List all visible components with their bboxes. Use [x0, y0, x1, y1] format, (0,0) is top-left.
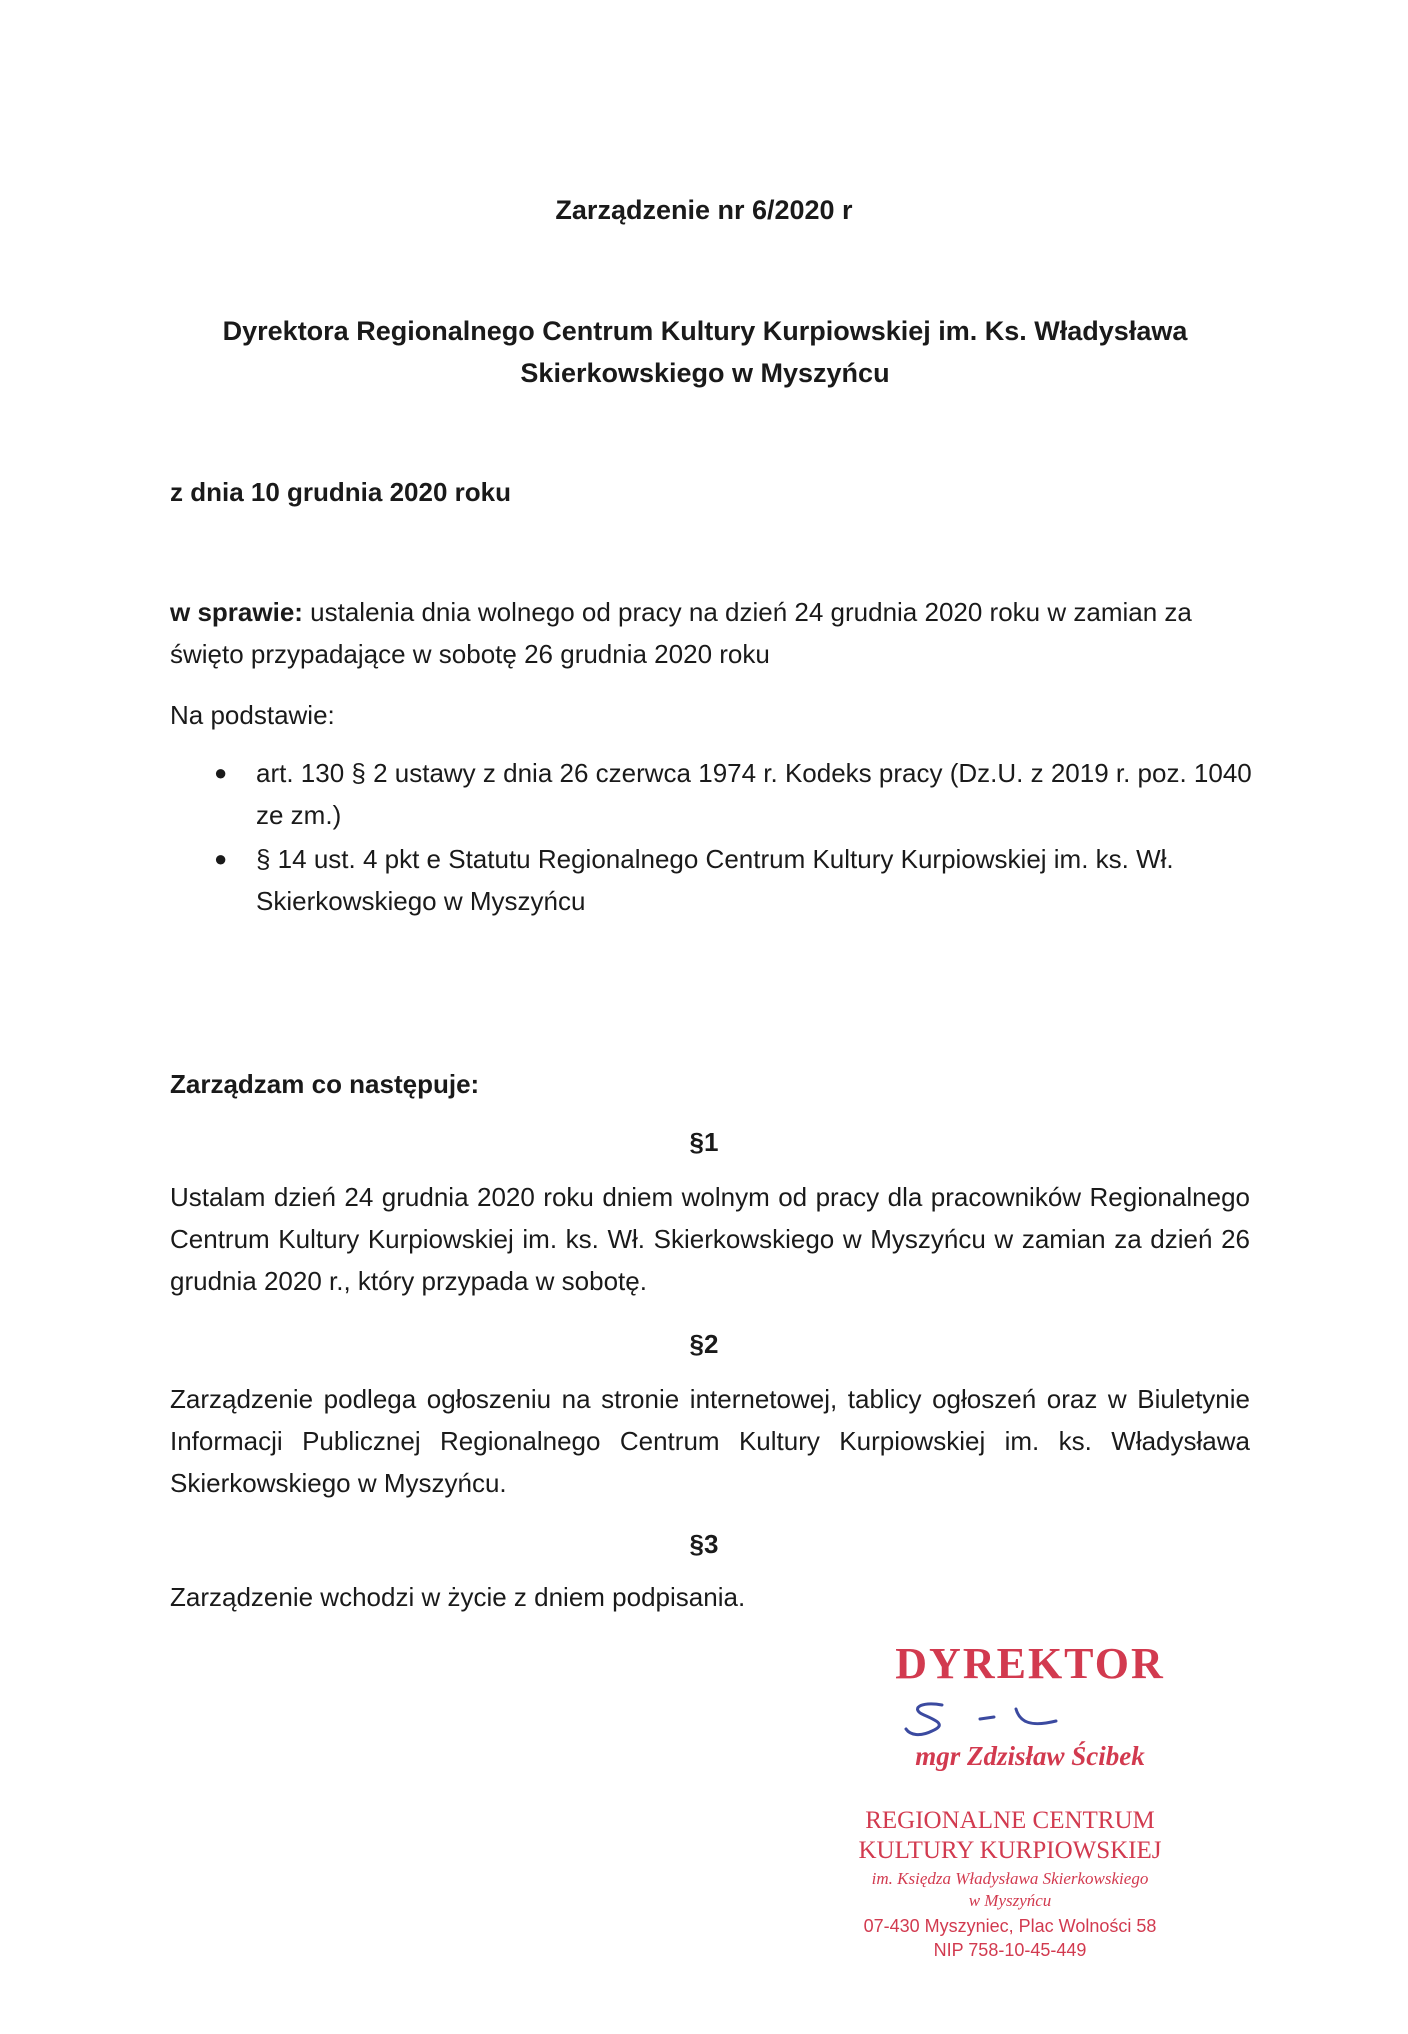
bullet-icon: ●: [214, 760, 228, 785]
section-text-1: Ustalam dzień 24 grudnia 2020 roku dniem wolnym od pracy dla pracowników Regionalnego Centrum Kultury Kurpiowskiej im. ks. Wł. Skierkowskiego w Myszyńcu w zamian za dzień 26 grudnia 2020 r., który przypada w sobotę.: [170, 1182, 1250, 1296]
basis-heading: Na podstawie:: [170, 700, 335, 730]
basis-item-2: § 14 ust. 4 pkt e Statutu Regionalnego Centrum Kultury Kurpiowskiej im. ks. Wł. Skierkowskiego w Myszyńcu: [256, 844, 1174, 916]
stamp-org-line-2: KULTURY KURPIOWSKIEJ: [858, 1837, 1162, 1864]
list-item: [210, 752, 1260, 836]
subject-paragraph: [170, 591, 1250, 675]
document-date: z dnia 10 grudnia 2020 roku: [170, 477, 511, 507]
section-text-3: Zarządzenie wchodzi w życie z dniem podpisania.: [170, 1582, 746, 1612]
basis-item-1: art. 130 § 2 ustawy z dnia 26 czerwca 1974 r. Kodeks pracy (Dz.U. z 2019 r. poz. 1040 ze zm.): [256, 758, 1252, 830]
subject-label: w sprawie:: [170, 597, 303, 627]
list-item: [210, 838, 1260, 922]
stamp-address: 07-430 Myszyniec, Plac Wolności 58: [863, 1916, 1157, 1936]
section-sign-1: §1: [689, 1127, 719, 1157]
stamp-org-line-1: REGIONALNE CENTRUM: [865, 1807, 1155, 1834]
issuer: [200, 310, 1210, 394]
section-text-2: Zarządzenie podlega ogłoszeniu na stronie internetowej, tablicy ogłoszeń oraz w Biuletynie Informacji Publicznej Regionalnego Centrum Kultury Kurpiowskiej im. ks. Władysława Skierkowskiego w Myszyńcu.: [170, 1384, 1250, 1498]
stamp-title: DYREKTOR: [895, 1639, 1165, 1688]
section-sign-2: §2: [689, 1329, 719, 1359]
stamp-org-line-4: w Myszyńcu: [968, 1891, 1052, 1910]
bullet-icon: ●: [214, 846, 228, 871]
subject-text: ustalenia dnia wolnego od pracy na dzień 24 grudnia 2020 roku w zamian za święto przypadające w sobotę 26 grudnia 2020 roku: [170, 597, 1192, 669]
section-sign-3: §3: [689, 1529, 719, 1559]
stamp-org-line-3: im. Księdza Władysława Skierkowskiego: [871, 1869, 1149, 1888]
document-title: Zarządzenie nr 6/2020 r: [555, 195, 853, 225]
orders-heading: Zarządzam co następuje:: [170, 1069, 480, 1099]
basis-list: [210, 752, 1260, 924]
stamp-name: mgr Zdzisław Ścibek: [915, 1741, 1145, 1771]
issuer-line-2: Skierkowskiego w Myszyńcu: [520, 358, 890, 388]
stamp-nip: NIP 758-10-45-449: [933, 1940, 1087, 1960]
issuer-line-1: Dyrektora Regionalnego Centrum Kultury Kurpiowskiej im. Ks. Władysława: [222, 316, 1188, 346]
